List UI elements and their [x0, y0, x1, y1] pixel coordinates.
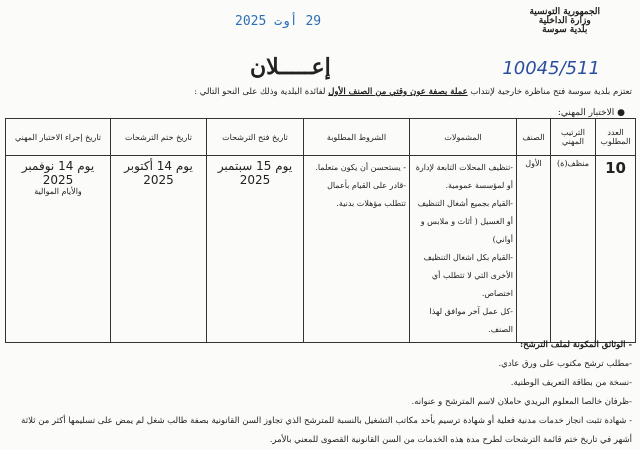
intro-after: لفائدة البلدية وذلك على النحو التالي :: [194, 87, 326, 97]
documents-list: [7, 336, 632, 450]
table-header-row: [6, 119, 636, 156]
cell-close-date: يوم 14 أكتوبر 2025: [111, 156, 207, 343]
country-name: الجمهورية التونسية: [529, 7, 600, 17]
intro-text: [194, 87, 632, 97]
letterhead: [529, 8, 600, 35]
section-heading: ● الاختبار المهني:: [557, 108, 625, 118]
cell-test-date: [6, 156, 111, 343]
header-count: العدد المطلوب: [596, 119, 636, 156]
condition-item: - يستحسن أن يكون متعلما.: [315, 163, 406, 172]
ministry-name: وزارة الداخلية: [538, 16, 591, 26]
intro-before: تعتزم بلدية سوسة فتح مناظرة خارجية لإنتداب: [470, 87, 632, 97]
cell-count: 10: [596, 156, 636, 343]
condition-item: -قادر على القيام بأعمال تتطلب مؤهلات بدنية.: [327, 181, 406, 208]
header-tasks: المشمولات: [410, 119, 517, 156]
header-conditions: الشروط المطلوبة: [304, 119, 410, 156]
header-open-date: تاريخ فتح الترشحات: [207, 119, 304, 156]
document-item: -نسخة من بطاقة التعريف الوطنية.: [510, 378, 632, 388]
header-close-date: تاريخ ختم الترشحات: [111, 119, 207, 156]
task-item: -القيام بجميع أشغال التنظيف أو الغسيل ( أثاث و ملابس و أواني): [417, 199, 513, 244]
stamp-date: 29 أوت 2025: [235, 14, 322, 29]
task-item: -تنظيف المحلات التابعة لإدارة أو لمؤسسة عمومية.: [415, 163, 513, 190]
header-test-date: تاريخ إجراء الاختبار المهني: [6, 119, 111, 156]
cell-tasks: [410, 156, 517, 343]
page-title: إعـــــلان: [250, 54, 331, 80]
document-item: -مطلب ترشح مكتوب على ورق عادي.: [498, 359, 632, 369]
reference-number: 10045/511: [502, 58, 600, 79]
document-item: - شهادة تثبت انجاز خدمات مدنية فعلية أو شهادة ترسيم بأحد مكاتب التشغيل بالنسبة للمترشح الذي تجاوز السن القانونية بصفة طالب شغل لم يمض على تسليمها أكثر من ثلاثة أشهر في تاريخ ختم قائمة الترشحات لطرح مدة هذه الخدمات من السن القانونية القصوى للمعني بالأمر.: [21, 416, 632, 445]
header-rank: الترتيب المهني: [551, 119, 596, 156]
cell-category: الأول: [517, 156, 551, 343]
test-date: يوم 14 نوفمبر 2025: [21, 159, 95, 187]
section-label: الاختبار المهني:: [557, 108, 615, 118]
municipality-name: بلدية سوسة: [542, 25, 588, 35]
table-row: [6, 156, 636, 343]
cell-open-date: يوم 15 سبتمبر 2025: [207, 156, 304, 343]
cell-rank: منظف(ة): [551, 156, 596, 343]
task-item: -القيام بكل اشغال التنظيف الأخرى التي لا تتطلب أي اختصاص.: [423, 253, 513, 298]
document-item: -ظرفان خالصا المعلوم البريدي حاملان لاسم المترشح و عنوانه.: [411, 397, 632, 407]
documents-heading: - الوثائق المكونة لملف الترشح:: [519, 340, 632, 350]
task-item: -كل عمل آخر موافق لهذا الصنف.: [429, 307, 513, 334]
header-category: الصنف: [517, 119, 551, 156]
positions-table: [5, 118, 636, 343]
cell-conditions: [304, 156, 410, 343]
intro-highlight: عملة بصفة عون وقتي من الصنف الأول: [328, 87, 468, 97]
test-date-note: والأيام الموالية: [34, 187, 82, 196]
